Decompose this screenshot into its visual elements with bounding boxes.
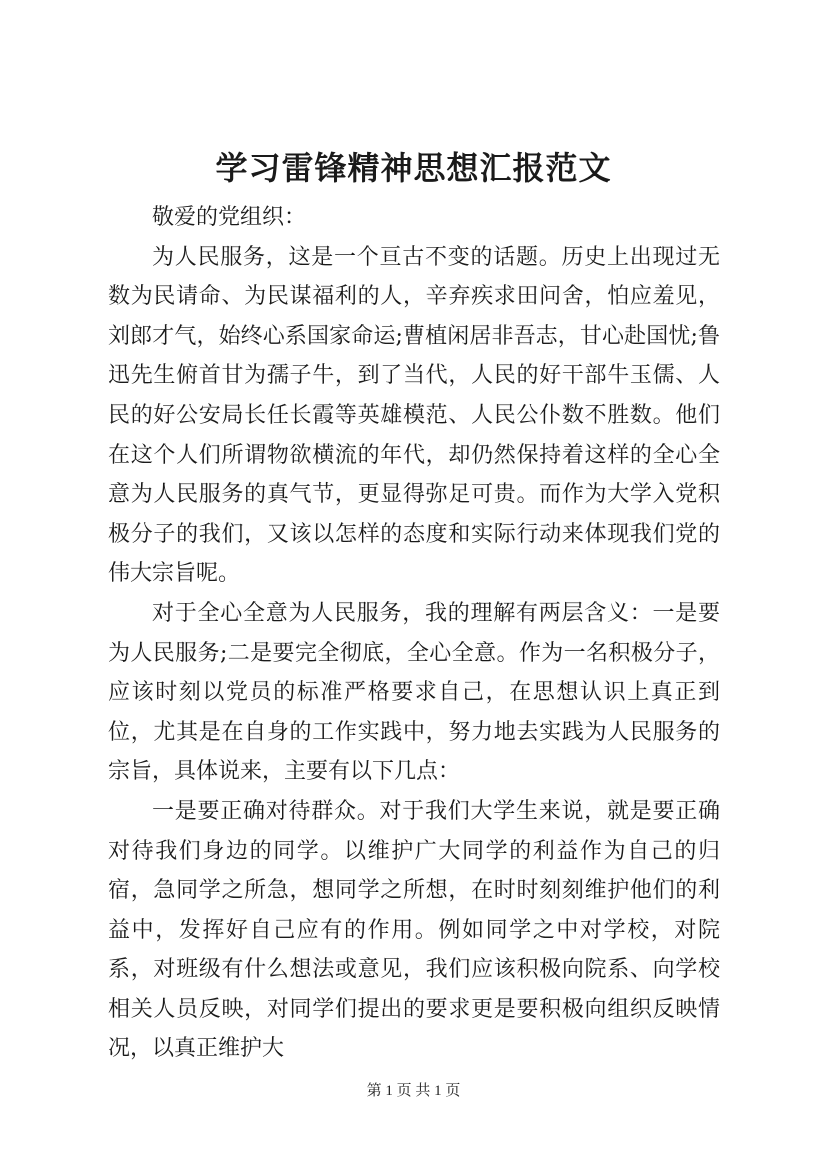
document-title: 学习雷锋精神思想汇报范文 (215, 149, 612, 187)
paragraph-3: 一是要正确对待群众。对于我们大学生来说，就是要正确对待我们身边的同学。以维护广大同学的利益作为自己的归宿，急同学之所急，想同学之所想，在时时刻刻维护他们的利益中，发挥好自己应有的作用。例如同学之中对学校，对院系，对班级有什么想法或意见，我们应该积极向院系、向学校相关人员反映，对同学们提出的要求更是要积极向组织反映情况，以真正维护大 (108, 798, 720, 1062)
paragraph-2: 对于全心全意为人民服务，我的理解有两层含义：一是要为人民服务;二是要完全彻底，全心全意。作为一名积极分子，应该时刻以党员的标准严格要求自己，在思想认识上真正到位，尤其是在自身的工作实践中，努力地去实践为人民服务的宗旨，具体说来，主要有以下几点： (108, 600, 720, 785)
salutation: 敬爱的党组织： (152, 205, 307, 230)
document-body (108, 198, 720, 1069)
page-footer: 第 1 页 共 1 页 (366, 1083, 461, 1099)
paragraph-1: 为人民服务，这是一个亘古不变的话题。历史上出现过无数为民请命、为民谋福利的人，辛弃疾求田问舍，怕应羞见，刘郎才气，始终心系国家命运;曹植闲居非吾志，甘心赴国忧;鲁迅先生俯首甘为孺子牛，到了当代，人民的好干部牛玉儒、人民的好公安局长任长霞等英雄模范、人民公仆数不胜数。他们在这个人们所谓物欲横流的年代，却仍然保持着这样的全心全意为人民服务的真气节，更显得弥足可贵。而作为大学入党积极分子的我们，又该以怎样的态度和实际行动来体现我们党的伟大宗旨呢。 (108, 244, 720, 587)
